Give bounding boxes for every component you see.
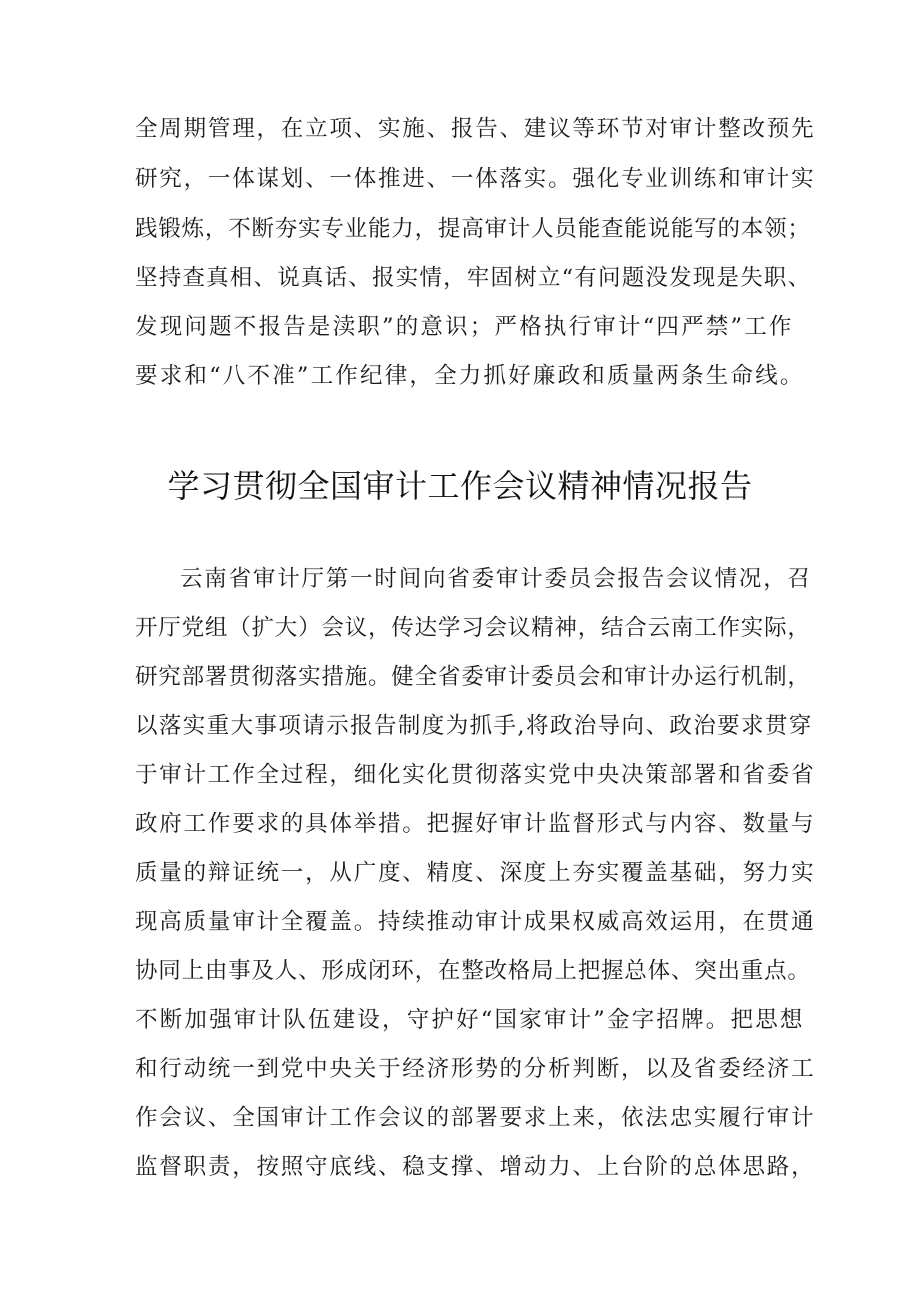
section-title: 学习贯彻全国审计工作会议精神情况报告: [167, 467, 753, 505]
paragraph-line: 以落实重大事项请示报告制度为抓手,将政治导向、政治要求贯穿: [135, 713, 813, 739]
paragraph-line: 发现问题不报告是渎职”的意识；严格执行审计“四严禁”工作: [135, 314, 794, 340]
paragraph-line: 质量的辩证统一，从广度、精度、深度上夯实覆盖基础，努力实: [135, 860, 816, 886]
paragraph-line: 和行动统一到党中央关于经济形势的分析判断，以及省委经济工: [135, 1056, 816, 1082]
paragraph-line: 协同上由事及人、形成闭环，在整改格局上把握总体、突出重点。: [135, 958, 811, 984]
paragraph-line: 现高质量审计全覆盖。持续推动审计成果权威高效运用，在贯通: [135, 909, 816, 935]
paragraph-line: 全周期管理，在立项、实施、报告、建议等环节对审计整改预先: [135, 116, 816, 142]
paragraph-line: 研究，一体谋划、一体推进、一体落实。强化专业训练和审计实: [135, 166, 816, 192]
paragraph-line: 政府工作要求的具体举措。把握好审计监督形式与内容、数量与: [135, 811, 816, 837]
paragraph-line: 不断加强审计队伍建设，守护好“国家审计”金字招牌。把思想: [135, 1007, 805, 1033]
paragraph-line: 监督职责，按照守底线、稳支撑、增动力、上台阶的总体思路，: [135, 1154, 816, 1180]
paragraph-line: 云南省审计厅第一时间向省委审计委员会报告会议情况，召: [180, 566, 812, 592]
paragraph-line: 开厅党组（扩大）会议，传达学习会议精神，结合云南工作实际，: [135, 615, 811, 641]
paragraph-line: 研究部署贯彻落实措施。健全省委审计委员会和审计办运行机制，: [135, 664, 811, 690]
paragraph-line: 坚持查真相、说真话、报实情，牢固树立“有问题没发现是失职、: [135, 265, 812, 291]
paragraph-line: 要求和“八不准”工作纪律，全力抓好廉政和质量两条生命线。: [135, 363, 805, 389]
paragraph-line: 作会议、全国审计工作会议的部署要求上来，依法忠实履行审计: [135, 1105, 816, 1131]
paragraph-line: 践锻炼，不断夯实专业能力，提高审计人员能查能说能写的本领；: [135, 216, 811, 242]
paragraph-line: 于审计工作全过程，细化实化贯彻落实党中央决策部署和省委省: [135, 762, 816, 788]
